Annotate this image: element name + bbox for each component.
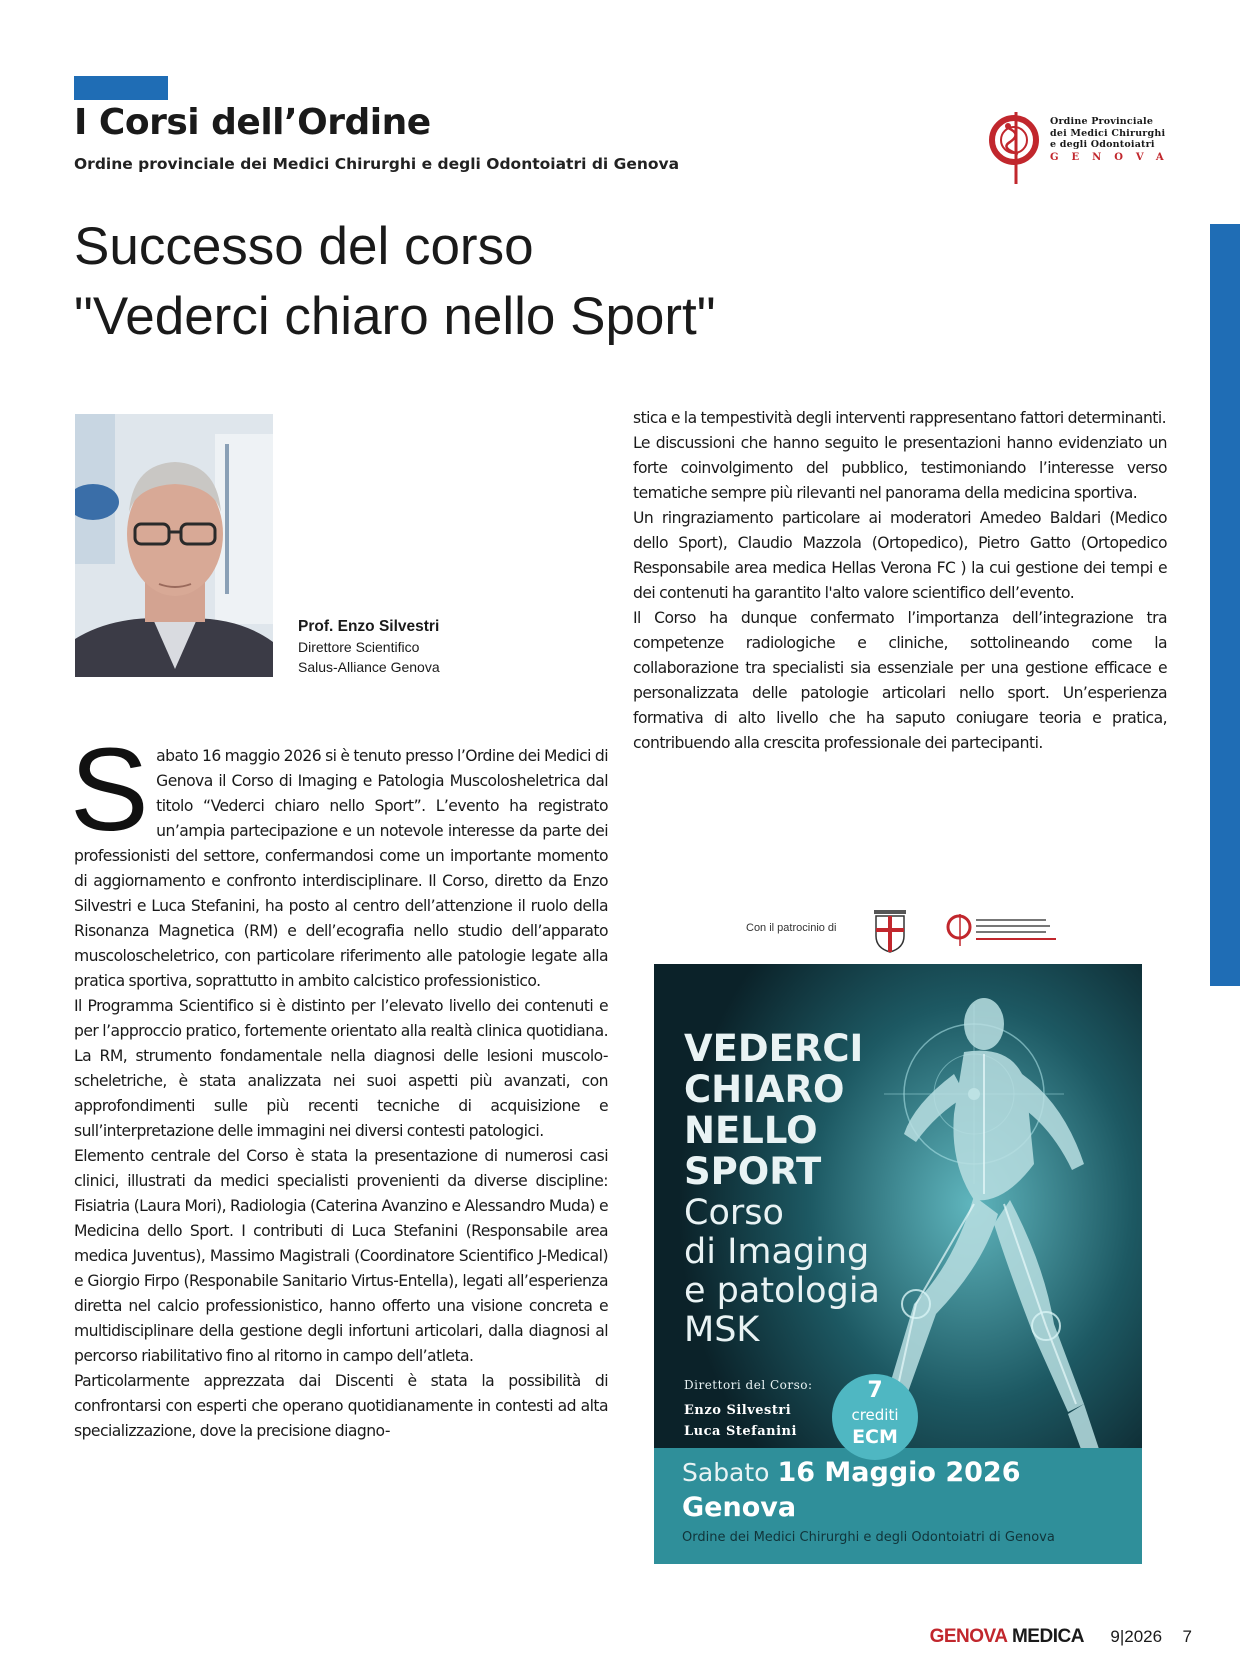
caption-affiliation: Salus-Alliance Genova [298, 659, 440, 675]
article-column-right [633, 406, 1167, 756]
article-paragraph: Il Corso ha dunque confermato l’importanza dell’integrazione tra competenze radiologiche e cliniche, sottolineando come la collaborazione tra specialisti sia essenziale per una gestione efficace e personalizzata delle patologie articolari nello sport. Un’esperienza formativa di alto livello che ha saputo coniugare teoria e pratica, contribuendo alla crescita professionale dei partecipanti. [633, 609, 1167, 752]
section-title: I Corsi dell’Ordine [74, 102, 431, 143]
poster-date: Sabato 16 Maggio 2026 [682, 1457, 1021, 1488]
ordine-emblem-icon [946, 912, 974, 948]
photo-caption [298, 617, 440, 677]
logo-city: GENOVA [1050, 152, 1177, 163]
ordine-wordmark-icon [976, 916, 1066, 944]
portrait-photo [75, 414, 273, 677]
article-paragraph: Un ringraziamento particolare ai moderatori Amedeo Baldari (Medico dello Sport), Claudio Mazzola (Ortopedico), Pietro Gatto (Ortopedico Responsabile area medica Hellas Verona FC ) la cui gestione dei tempi e dei contenuti ha garantito l'alto valore scientifico dell’evento. [633, 509, 1167, 602]
footer-brand-red: GENOVA [929, 1626, 1008, 1647]
poster-title: VEDERCI CHIARO NELLO SPORT [684, 1027, 864, 1193]
patronage-label: Con il patrocinio di [746, 922, 837, 934]
poster-city: Genova [682, 1492, 797, 1523]
footer-issue: 9|2026 [1110, 1627, 1163, 1646]
event-poster [654, 964, 1142, 1564]
caduceus-emblem-icon [988, 108, 1044, 188]
poster-directors: Enzo Silvestri Luca Stefanini [684, 1403, 797, 1439]
article-paragraph: Le discussioni che hanno seguito le presentazioni hanno evidenziato un forte coinvolgimento del pubblico, testimoniando l’interesse verso tematiche sempre più rilevanti nel panorama della medicina sportiva. [633, 434, 1167, 502]
caption-name: Prof. Enzo Silvestri [298, 618, 440, 635]
side-tab-marker [1210, 224, 1240, 986]
logo-text: Ordine Provinciale dei Medici Chirurghi e degli Odontoiatri [1050, 116, 1166, 150]
article-paragraph: Particolarmente apprezzata dai Discenti è stata la possibilità di confrontarsi con esperti che operano quotidianamente in contesti ad alta specializzazione, dove la precisione diagno- [74, 1372, 608, 1440]
ordine-logo [988, 108, 1177, 188]
article-column-left [70, 724, 608, 1444]
footer-brand-black: MEDICA [1011, 1626, 1084, 1647]
article-paragraph: Il Programma Scientifico si è distinto per l’elevato livello dei contenuti e per l’approccio pratico, fortemente orientato alla realtà clinica quotidiana. La RM, strumento fondamentale nella diagnosi delle lesioni muscolo-scheletriche, è stata analizzata nei suoi aspetti più avanzati, con approfondimenti sulle più recenti tecniche di acquisizione e sull’interpretazione delle immagini nei diversi contesti patologici. [74, 997, 608, 1140]
article-headline [74, 212, 1074, 352]
headline-line-2: "Vederci chiaro nello Sport" [74, 287, 716, 346]
section-accent-bar [74, 76, 168, 100]
poster-subtitle: Corso di Imaging e patologia MSK [684, 1193, 880, 1350]
drop-cap: S [70, 724, 149, 856]
patronage-strip [746, 908, 1146, 958]
article-paragraph: Sabato 16 maggio 2026 si è tenuto presso l’Ordine dei Medici di Genova il Corso di Imaging e Patologia Muscolosheletrica dal titolo “Vederci chiaro nello Sport”. L’evento ha registrato un’ampia partecipazione e un notevole interesse da parte dei professionisti del settore, confermandosi come un importante momento di aggiornamento e confronto interdisciplinare. Il Corso, diretto da Enzo Silvestri e Luca Stefanini, ha posto al centro dell’attenzione il ruolo della Risonanza Magnetica (RM) e dell’ecografia nello studio dell’apparato muscoloscheletrico, con particolare riferimento alle patologie legate alla pratica sportiva, soprattutto in ambito calcistico professionistico. [70, 724, 608, 990]
caption-role: Direttore Scientifico [298, 639, 420, 655]
ecm-credits-badge: 7 crediti ECM [832, 1374, 918, 1460]
article-paragraph: Elemento centrale del Corso è stata la presentazione di numerosi casi clinici, illustrati da medici specialisti provenienti da diverse discipline: Fisiatria (Laura Mori), Radiologia (Caterina Avanzino e Alessandro Muda) e Medicina dello Sport. I contributi di Luca Stefanini (Responsabile area medica Juventus), Massimo Magistrali (Coordinatore Scientifico J-Medical) e Giorgio Firpo (Responabile Sanitario Virtus-Entella), legati all’esperienza diretta nel calcio professionistico, hanno offerto una visione concreta e multidisciplinare della gestione degli infortuni articolari, dalla diagnosi al percorso riabilitativo fino al ritorno in campo dell’atleta. [74, 1147, 608, 1365]
page-number: 7 [1182, 1627, 1192, 1646]
headline-line-1: Successo del corso [74, 217, 534, 276]
regione-liguria-crest-icon [870, 910, 910, 956]
section-subtitle: Ordine provinciale dei Medici Chirurghi e degli Odontoiatri di Genova [74, 155, 680, 173]
poster-organizer: Ordine dei Medici Chirurghi e degli Odontoiatri di Genova [682, 1530, 1055, 1545]
poster-directors-label: Direttori del Corso: [684, 1378, 813, 1392]
article-paragraph: stica e la tempestività degli interventi rappresentano fattori determinanti. [633, 409, 1167, 427]
page-footer [930, 1626, 1192, 1648]
